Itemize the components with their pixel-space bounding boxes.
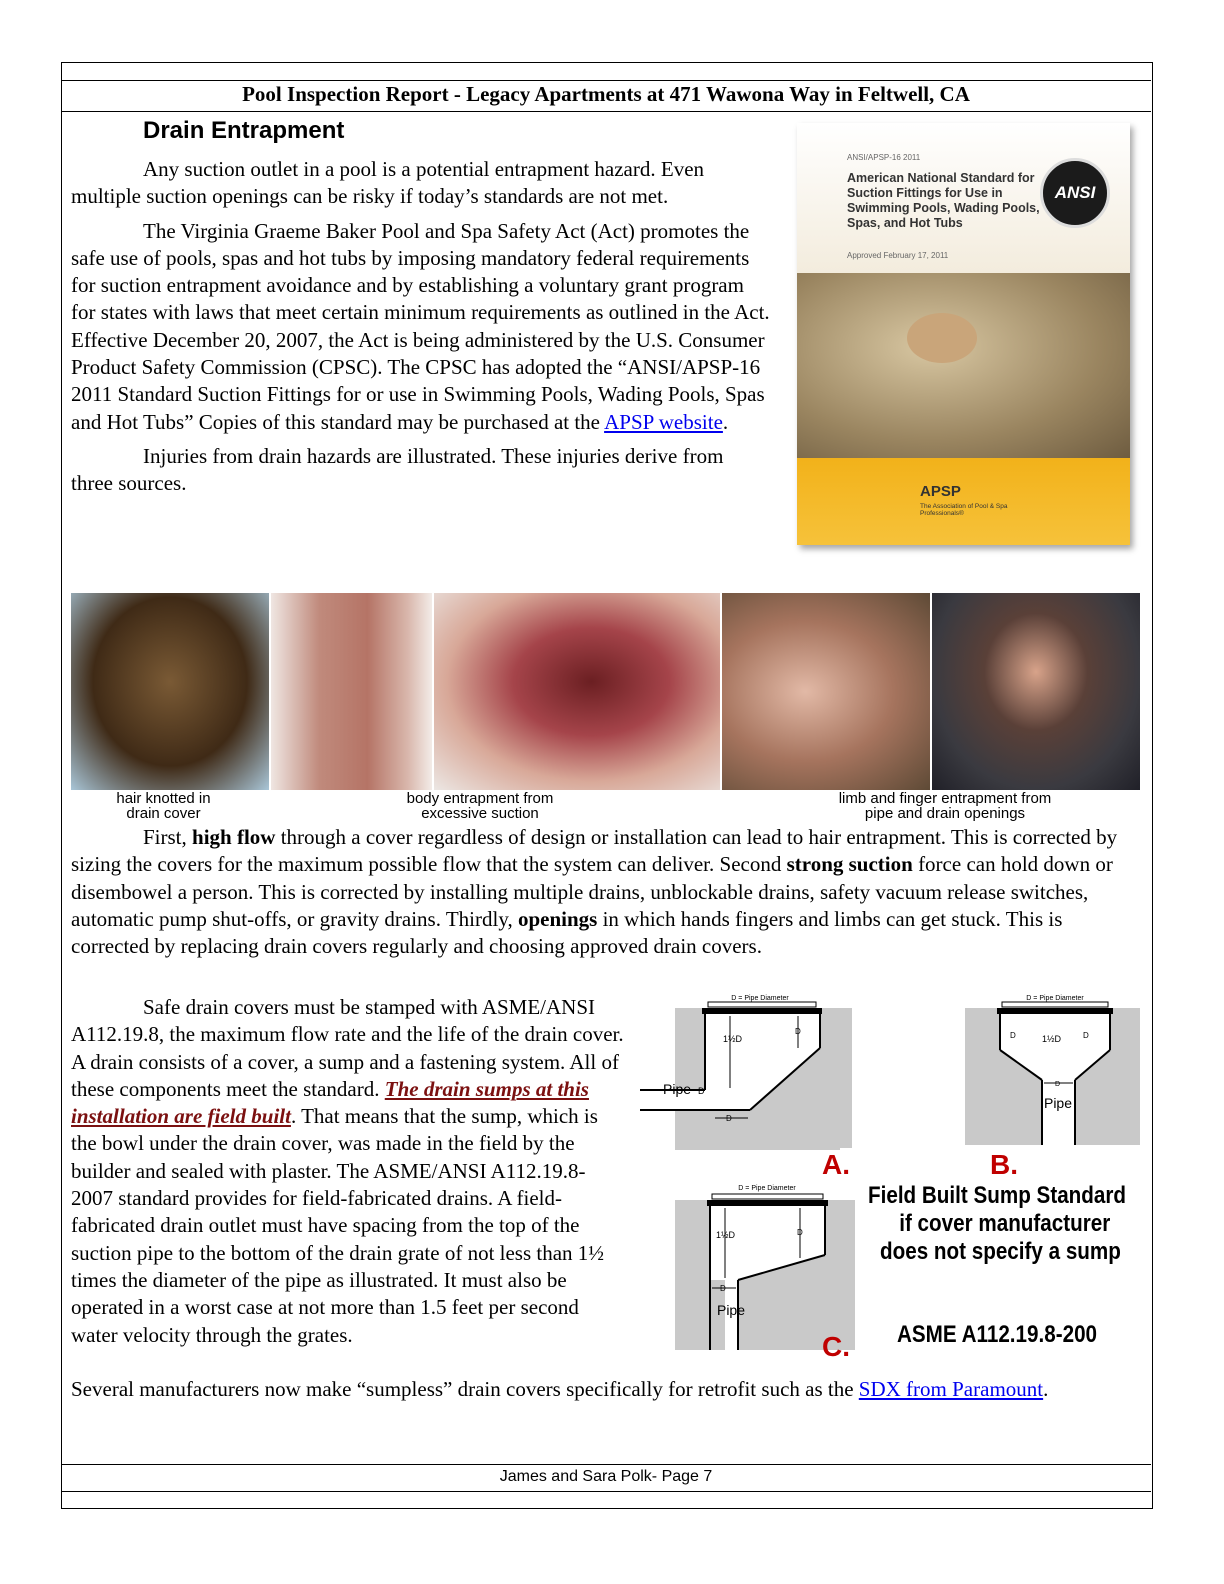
body-suction-injury-photo [434,593,720,790]
cover-standard-number: ANSI/APSP-16 2011 [847,153,921,162]
finger-entrapment-photo [932,593,1140,790]
asme-standard-note: ASME A112.19.8-200 [897,1321,1098,1348]
paragraph-6 [71,1376,1133,1403]
diagram-b-d-left: D [1010,1031,1016,1040]
intro-text [71,156,771,498]
cover-swimmer-photo [797,273,1130,458]
diagram-c-pipe-label: Pipe [716,1302,746,1318]
cover-bottom-panel [797,458,1130,545]
caption-body [380,791,580,821]
p6-text: Several manufacturers now make “sumpless” drain covers specifically for retrofit such as the [71,1377,859,1401]
paragraph-2 [71,218,771,436]
p6-end: . [1043,1377,1049,1401]
p4-text-2: through a cover regardless of design or installation can lead to hair entrapment. This is corrected by sizing the covers for the maximum possible flow that the system can deliver. Second [71,825,1118,877]
caption-body-line-2: excessive suction [421,805,539,822]
caption-hair [71,791,256,821]
drain-cover-text [71,994,624,1349]
diagram-b-pipe-label: Pipe [1043,1095,1073,1111]
apsp-logo-icon: APSP [920,483,961,500]
paragraph-2-end: . [722,409,729,434]
p4-text-3: force can hold down or disembowel a person. This is corrected by installing multiple drains, unblockable drains, safety vacuum release switches, automatic pump shut-offs, or gravity drains. Thirdly, [71,852,1113,931]
paragraph-5 [71,994,624,1349]
paragraph-3: Injuries from drain hazards are illustrated. These injuries derive from three sources. [71,443,724,496]
swimmer-figure-icon [907,313,977,363]
diagram-a [630,995,852,1180]
diagram-a-pipe-diameter: D = Pipe Diameter [731,995,789,1002]
p4-text-1: First, [143,825,193,849]
cover-title: American National Standard for Suction Fittings for Use in Swimming Pools, Wading Pools, Spas, and Hot Tubs [847,171,1040,230]
p5-text-1: Safe drain covers must be stamped with ASME/ANSI A112.19.8, the maximum flow rate and the life of the drain cover. A drain consists of a cover, a sump and a fastening system. All of these components meet the standard. [71,995,624,1101]
openings-term: openings [517,906,598,931]
diagram-c-d-pipe: D [720,1284,726,1293]
diagram-b-one-half-d: 1½D [1042,1034,1062,1044]
ansi-standard-cover-image [797,123,1130,545]
diagram-a-d-pipe: D [698,1086,705,1096]
limb-entrapment-photo [722,593,930,790]
diagram-a-one-half-d: 1½D [723,1034,743,1044]
diagram-b-d-right: D [1083,1031,1089,1040]
paragraph-2-text: The Virginia Graeme Baker Pool and Spa Safety Act (Act) promotes the safe use of pools, spas and hot tubs by imposing mandatory federal requirements for suction entrapment avoidance and by establishing a voluntary grant program for states with laws that meet certain minimum requirements as outlined in the Act. Effective December 20, 2007, the Act is being administered by the U.S. Consumer Product Safety Commission (CPSC). The CPSC has adopted the “ANSI/APSP-16 2011 Standard Suction Fittings for or use in Swimming Pools, Wading Pools, Spas and Hot Tubs” Copies of this standard may be purchased at the [71,218,770,434]
field-built-emphasis: The drain sumps at this installation are field built [71,1076,589,1129]
caption-hair-line-1: hair knotted in [116,790,211,807]
diagram-c-d-vertical: D [797,1228,803,1237]
p4-text-4: in which hands fingers and limbs can get stuck. This is corrected by replacing drain covers regularly and choosing approved drain covers. [71,906,1063,959]
diagram-c-pipe-diameter: D = Pipe Diameter [738,1185,796,1192]
hazard-sources-text [71,824,1133,960]
caption-limb-line-1: limb and finger entrapment from [838,790,1052,807]
paragraph-4 [71,824,1133,960]
diagram-b-pipe-diameter: D = Pipe Diameter [1026,995,1084,1002]
diagram-a-d-bottom: D [726,1114,732,1123]
strong-suction-term: strong suction [786,852,913,877]
sump-standard-diagram [630,990,1145,1360]
page-footer: James and Sara Polk- Page 7 [499,1468,713,1485]
note-line-3: does not specify a sump [880,1238,1121,1265]
sdx-paramount-link[interactable]: SDX from Paramount [858,1377,1044,1401]
diagram-b [965,995,1140,1180]
apsp-website-link[interactable]: APSP website [604,409,723,434]
section-heading: Drain Entrapment [143,117,345,144]
diagram-a-label: A. [822,1149,850,1180]
note-line-1: Field Built Sump Standard [868,1182,1127,1209]
diagram-a-pipe-label: Pipe [663,1081,692,1097]
diagram-a-d-vertical: D [795,1027,801,1036]
paragraph-1: Any suction outlet in a pool is a potential entrapment hazard. Even multiple suction openings can be risky if today’s standards are not met. [71,157,705,209]
caption-limb-line-2: pipe and drain openings [864,805,1026,822]
cover-approved-date: Approved February 17, 2011 [847,251,949,260]
hair-entrapment-photo [71,593,269,790]
diagram-b-d-pipe: D [1055,1081,1061,1088]
back-injury-photo [271,593,432,790]
ansi-logo-icon: ANSI [1040,158,1110,228]
high-flow-term: high flow [192,825,276,849]
caption-hair-line-2: drain cover [126,805,201,822]
field-built-note [868,1182,1126,1266]
sumpless-text [71,1376,1133,1403]
diagram-c-one-half-d: 1½D [716,1230,736,1240]
diagram-c-label: C. [822,1331,850,1360]
diagram-b-label: B. [990,1149,1018,1180]
caption-body-line-1: body entrapment from [406,790,554,807]
diagram-c [675,1185,855,1360]
caption-limb [805,791,1085,821]
p5-text-2: . That means that the sump, which is the bowl under the drain cover, was made in the field by the builder and sealed with plaster. The ASME/ANSI A112.19.8-2007 standard provides for field-fabricated drains. A field-fabricated drain outlet must have spacing from the top of the suction pipe to the bottom of the drain grate of not less than 1½ times the diameter of the pipe as illustrated. It must also be operated in a worst case at not more than 1.5 feet per second water velocity through the grates. [71,1104,605,1347]
note-line-2: if cover manufacturer [899,1210,1111,1237]
apsp-tagline: The Association of Pool & Spa Professionals® [920,503,1008,517]
page-header-title: Pool Inspection Report - Legacy Apartments at 471 Wawona Way in Feltwell, CA [242,82,970,106]
